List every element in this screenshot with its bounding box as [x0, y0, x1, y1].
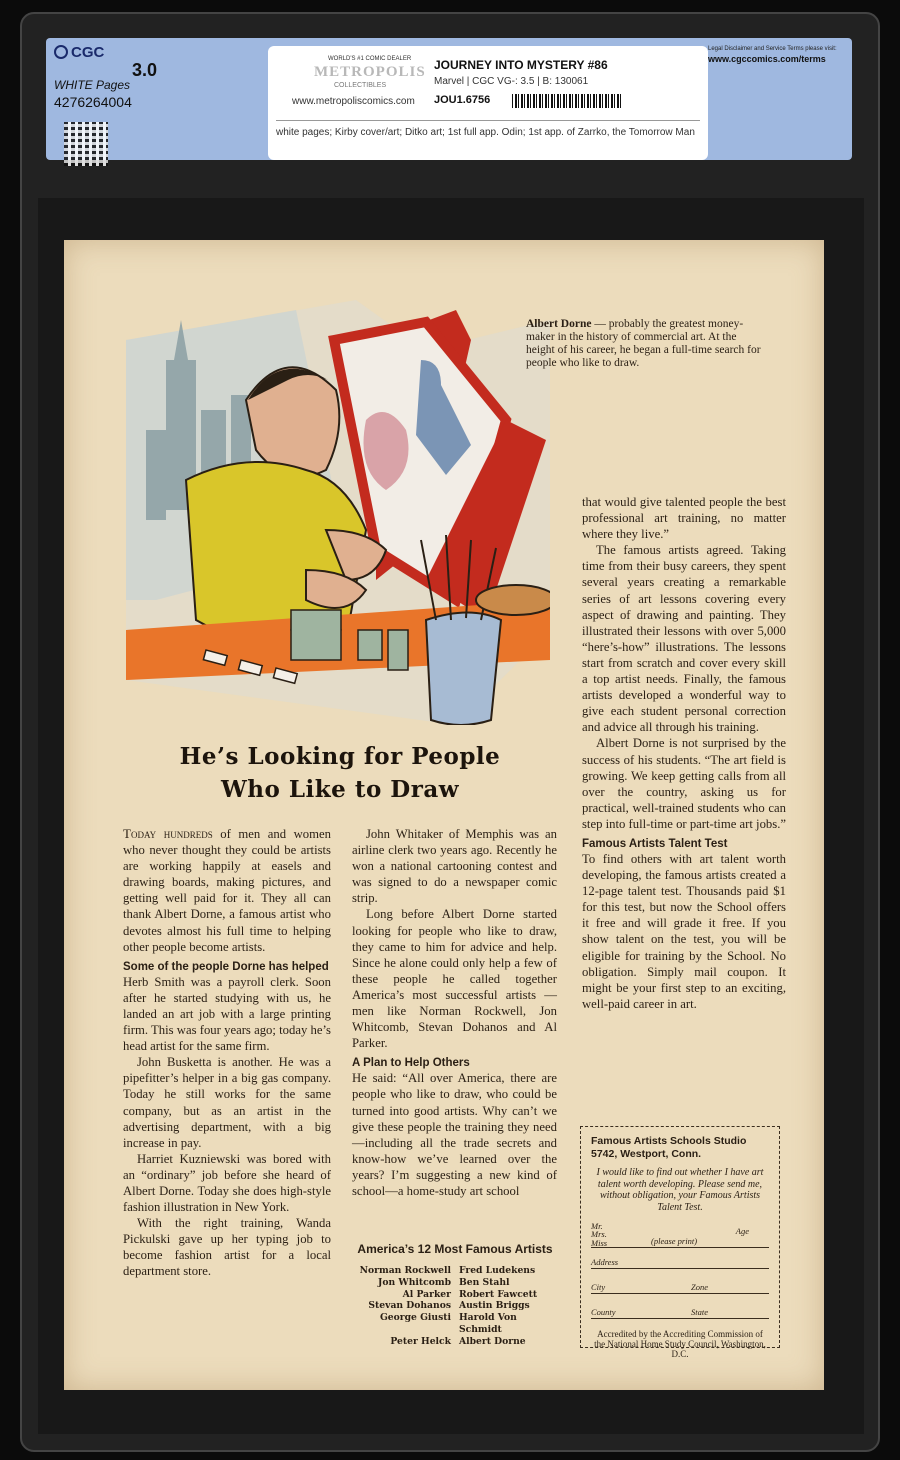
label-divider — [276, 120, 700, 121]
paragraph: that would give talented people the best professional art training, no matter where they live.” — [582, 495, 786, 542]
cgc-grade-label — [46, 38, 852, 160]
barcode-icon — [512, 94, 622, 108]
paragraph: John Whitaker of Memphis was an airline clerk two years ago. Recently he won a national cartooning contest and was signed to do a newspaper comic strip. — [352, 827, 557, 906]
coupon-header: Famous Artists Schools Studio 5742, Westport, Conn. — [591, 1135, 747, 1160]
page-quality: WHITE Pages — [54, 78, 131, 92]
subheading: Famous Artists Talent Test — [582, 837, 728, 850]
city-field-label: City — [591, 1281, 606, 1292]
cgc-logo — [54, 44, 104, 61]
zone-field-label: Zone — [691, 1281, 708, 1292]
dealer-sub: COLLECTIBLES — [334, 82, 387, 89]
artist-name: Al Parker — [402, 1288, 451, 1300]
age-field-label: Age — [735, 1225, 749, 1236]
paragraph: The famous artists agreed. Taking time from their busy careers, they spent several years creating a remarkable series of art lessons covering every aspect of drawing and painting. They illustrated their lessons with over 5,000 “here’s-how” illustrations. The lessons start from scratch and cover every skill a top artist needs. Finally, the famous artists developed a wonderful way to give each student personal correction and advice all through his training. — [582, 543, 786, 735]
paragraph: Albert Dorne is not surprised by the success of his students. “The art field is growing. We keep getting calls from all over the country, asking us for practical, well-trained students who can step into full-time or part-time art jobs.” — [582, 736, 787, 831]
artist-name: Stevan Dohanos — [368, 1300, 451, 1312]
paragraph-text: of men and women who never thought they could be artists are working happily at easels and drawing boards, making pictures, and getting well paid for it. They all can thank Albert Dorne, a famous artist who devotes almost his full time to helping other people become artists. — [123, 827, 331, 954]
coupon-text: I would like to find out whether I have art talent worth developing. Please send me, without obligation, your Famous Artists Talent Test. — [596, 1167, 764, 1213]
famous-artists-list — [350, 1242, 560, 1348]
illustration-caption — [526, 318, 762, 370]
name-field[interactable] — [591, 1221, 769, 1248]
artist-name: Harold Von Schmidt — [459, 1312, 517, 1335]
qr-code-icon[interactable] — [64, 122, 108, 166]
state-field-label: State — [691, 1306, 708, 1317]
albert-dorne-illustration — [126, 300, 550, 725]
paragraph: He said: “All over America, there are people who like to draw, who could be turned into good artists. Why can’t we give these people the training they need—including all the trade secrets and know-how we’ve learned over the years? I’m suggesting a new kind of school—a home-study art school — [352, 1071, 557, 1198]
artist-name: George Giusti — [379, 1312, 451, 1324]
mail-in-coupon — [580, 1126, 780, 1359]
print-hint: (please print) — [651, 1235, 698, 1246]
paragraph: Herb Smith was a payroll clerk. Soon after he started studying with us, he landed an art job with a large printing firm. This was four years ago; today he’s head artist for the same firm. — [123, 974, 331, 1054]
headline-line-2: Who Like to Draw — [220, 776, 460, 803]
caption-name: Albert Dorne — [526, 318, 592, 330]
paragraph: Harriet Kuzniewski was bored with an “ordinary” job before she heard of Albert Dorne. Today she does high-style fashion illustration in New York. — [123, 1151, 331, 1215]
headline-line-1: He’s Looking for People — [179, 743, 501, 770]
dealer-url: www.metropoliscomics.com — [292, 96, 415, 107]
name-field-label: Mr. Mrs. Miss — [591, 1220, 608, 1248]
article-column-3 — [582, 494, 786, 1012]
paragraph: Long before Albert Dorne started looking for people who like to draw, they came to him for advice and help. Since he alone could only help a few of these people he called together America’s most successful artists —men like Norman Rockwell, Jon Whitcomb, Stevan Dohanos and Al Parker. — [352, 907, 557, 1051]
artist-name: Robert Fawcett — [459, 1288, 538, 1300]
article-column-2 — [352, 826, 557, 1199]
terms-text: Legal Disclaimer and Service Terms please visit: — [708, 46, 837, 52]
paragraph: John Busketta is another. He was a pipefitter’s helper in a big gas company. Today he still works for the same company, but as an artist in the advertising department, with a big increase in pay. — [123, 1055, 331, 1150]
book-code: JOU1.6756 — [434, 94, 491, 106]
artist-name: Austin Briggs — [459, 1300, 530, 1312]
paragraph: To find others with art talent worth developing, the famous artists created a 12-page talent test. Thousands paid $1 for this test, but now the School offers it free and will grade it free. If you show talent on the test, you will be eligible for training by the School. No obligation. Simply mail coupon. It might be your first step to an exciting, well-paid career in art. — [582, 851, 786, 1011]
artist-name: Norman Rockwell — [359, 1265, 451, 1276]
dealer-logo: METROPOLIS — [314, 64, 426, 80]
grader-notes: white pages; Kirby cover/art; Ditko art; 1st full app. Odin; 1st app. of Zarrko, the Tomorrow Man — [276, 127, 695, 138]
ad-headline — [120, 740, 560, 806]
subheading: A Plan to Help Others — [352, 1057, 470, 1070]
county-state-field[interactable] — [591, 1306, 769, 1319]
artists-title: America’s 12 Most Famous Artists — [357, 1242, 553, 1256]
city-zone-field[interactable] — [591, 1281, 769, 1294]
small-caps-lead: Today hundreds — [123, 826, 213, 841]
book-subtitle: Marvel | CGC VG-: 3.5 | B: 130061 — [434, 76, 589, 87]
artist-name: Jon Whitcomb — [378, 1276, 451, 1288]
address-field-label: Address — [591, 1256, 619, 1267]
artist-name: Peter Helck — [390, 1335, 451, 1347]
label-info-panel — [268, 46, 708, 160]
paragraph — [123, 826, 331, 955]
subheading: Some of the people Dorne has helped — [123, 960, 329, 973]
dealer-tagline: WORLD'S #1 COMIC DEALER — [328, 56, 412, 62]
county-field-label: County — [591, 1306, 616, 1317]
accreditation-note: Accredited by the Accrediting Commission of the National Home Study Council, Washington, D.C. — [594, 1329, 766, 1359]
artists-grid — [350, 1265, 560, 1348]
cert-number: 4276264004 — [54, 94, 132, 110]
address-field[interactable] — [591, 1256, 769, 1269]
grade-value: 3.0 — [132, 60, 158, 80]
caption-text: — probably the greatest money-maker in the history of commercial art. At the height of his career, he began a full-time search for people who like to draw. — [526, 318, 761, 369]
book-title: JOURNEY INTO MYSTERY #86 — [434, 58, 608, 72]
cgc-logo-text: CGC — [71, 44, 105, 61]
artist-name: Fred Ludekens — [459, 1265, 536, 1276]
cgc-hologram-icon — [54, 45, 68, 59]
artist-name: Ben Stahl — [459, 1276, 510, 1288]
article-column-1 — [123, 826, 331, 1280]
artist-name: Albert Dorne — [459, 1335, 526, 1347]
paragraph: With the right training, Wanda Pickulski gave up her typing job to become fashion artist for a local department store. — [123, 1216, 331, 1279]
terms-url[interactable]: www.cgccomics.com/terms — [708, 54, 826, 64]
